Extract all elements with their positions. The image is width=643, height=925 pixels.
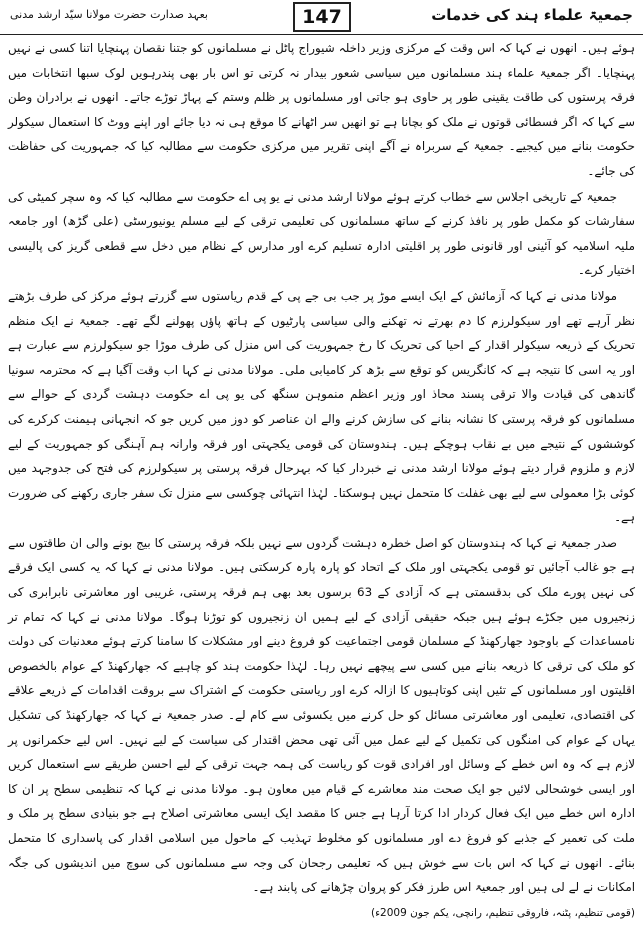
article-body xyxy=(8,36,636,919)
page-number: 147 xyxy=(293,2,351,32)
source-citation: (قومی تنظیم، پٹنہ، فاروقی تنظیم، رانچی، یکم جون 2009ء) xyxy=(371,906,635,919)
page-header xyxy=(0,0,643,35)
paragraph: صدر جمعیۃ نے کہا کہ ہندوستان کو اصل خطرہ دہشت گردوں سے نہیں بلکہ فرقہ پرستی کا بیج بونے والی ان طاقتوں سے ہے جو غالب آجائیں تو قومی یکجہتی اور ملک کے اتحاد کو پارہ پارہ کرسکتی ہیں۔ مولانا مدنی نے کہا کہ یہ کسی ایک فرقے کی نہیں پورے ملک کی بدقسمتی ہے کہ آزادی کے 63 برسوں بعد بھی ہم فرقہ پرستی، غریبی اور معاشرتی نابرابری کی زنجیروں میں جکڑے ہوئے ہیں جبکہ حقیقی آزادی کے لیے ہمیں ان زنجیروں کو توڑنا ہوگا۔ مولانا مدنی نے کہا کہ تمام تر نامساعدات کے باوجود جھارکھنڈ کے مسلمان قومی اجتماعیت کو فروغ دینے اور مشکلات کا سامنا کرتے ہوئے معدنیات کی دولت کو ملک کی ترقی کا ذریعہ بنانے میں کسی سے پیچھے نہیں رہا۔ لہٰذا حکومت ہند کو چاہیے کہ جھارکھنڈ کے عوام بالخصوص اقلیتوں اور مسلمانوں کے تئیں اپنی کوتاہیوں کا ازالہ کرے اور ریاستی حکومت کے اشتراک سے بروقت اقدامات کے ذریعے علاقے کی اقتصادی، تعلیمی اور معاشرتی مسائل کو حل کرنے میں یکسوئی سے کام لے۔ صدر جمعیۃ نے کہا کہ جھارکھنڈ کی تشکیل یہاں کے عوام کی امنگوں کی تکمیل کے لیے عمل میں آئی تھی محض اقتدار کی سیاست کے لیے نہیں۔ اس لیے حکمرانوں پر لازم ہے کہ وہ اس خطے کے وسائل اور افرادی قوت کو ریاست کی ہمہ جہت ترقی کے لیے احسن طریقے سے استعمال کریں اور ایسی خوشحالی لائیں جو ایک صحت مند معاشرے کے قیام میں معاون ہو۔ مولانا مدنی نے کہا کہ تنظیمی سطح پر ان کا ادارہ اس خطے میں ایک فعال کردار ادا کرتا آرہا ہے جس کا مقصد ایک ایسی معاشرتی اصلاح ہے جو بنیادی سطح پر ملک و ملت کی تعمیر کے جذبے کو فروغ دے اور مسلمانوں کو مخلوط تہذیب کے ماحول میں اسلامی اقدار کی پاسداری کا متحمل بنائے۔ انھوں نے کہا کہ اس بات سے خوش ہیں کہ تعلیمی رجحان کی وجہ سے مسلمانوں کی سوچ میں اندیشوں کی جگہ امکانات نے لے لی ہیں اور جمعیۃ اس طرز فکر کو پروان چڑھانے کی پابند ہے۔ xyxy=(8,535,636,895)
running-subtitle: بعہد صدارت حضرت مولانا سیّد ارشد مدنی xyxy=(10,8,208,21)
paragraph: مولانا مدنی نے کہا کہ آزمائش کے ایک ایسے موڑ پر جب بی جے پی کے قدم ریاستوں سے گزرتے ہوئے مرکز کی طرف بڑھتے نظر آرہے تھے اور سیکولرزم کا دم بھرتے نہ تھکنے والی سیاسی پارٹیوں کے ہاتھ پاؤں پھولنے لگے تھے۔ جمعیۃ نے ایک منظم تحریک کے ذریعہ سیکولر اقدار کے احیا کی تحریک کا رخ جمہوریت کی اس منزل کی طرف موڑا جو سیکولرزم سے عبارت ہے اور یہ اسی کا نتیجہ ہے کہ کانگریس کو توقع سے بڑھ کر کامیابی ملی۔ مولانا مدنی نے کہا اب وقت آگیا ہے کہ محترمہ سونیا گاندھی کی قیادت والا ترقی پسند محاذ اور وزیر اعظم منموہن سنگھ کی یو پی اے حکومت دہشت گردی کے حوالے سے مسلمانوں کو فرقہ پرستی کا نشانہ بنانے کی سازش کرنے والے ان عناصر کو دوز میں کریں جو کہ انجہانی ہیمنت کرکرے کی کوششوں کے نتیجے میں بے نقاب ہوچکے ہیں۔ ہندوستان کی قومی یکجہتی اور فرقہ وارانہ ہم آہنگی کو جمہوریت کے لیے لازم و ملزوم قرار دیتے ہوئے مولانا ارشد مدنی نے خبردار کیا کہ بہرحال فرقہ پرستی پر سیکولرزم کی فتح کی جدوجہد میں کوئی بڑا معمولی سے لیے بھی غفلت کا متحمل نہیں ہوسکتا۔ لہٰذا انتہائی چوکسی سے منزل تک سفر جاری رکھنے کی ضرورت ہے۔ xyxy=(8,288,635,525)
paragraph: ہوئے ہیں۔ انھوں نے کہا کہ اس وقت کے مرکزی وزیر داخلہ شیوراج پاٹل نے مسلمانوں کو جتنا نقصان پہنچایا اتنا کسی نے نہیں پہنچایا۔ اگر جمعیۃ علماء ہند مسلمانوں میں سیاسی شعور بیدار نہ کرتی تو اس بار بھی پندرہویں لوک سبھا انتخابات میں فرقہ پرستوں کی طاقت یقینی طور پر حاوی ہو جاتی اور مسلمانوں پر ظلم وستم کے پہاڑ توڑے جاتے۔ انھوں نے برادران وطن سے کہا کہ اگر فسطائی قوتوں نے ملک کو بچانا ہے تو انھیں سر اٹھانے کا موقع ہی نہ دیا جائے اور اپنے ووٹ کا استعمال سیکولر حکومت بنانے میں کیجیے۔ جمعیۃ کے سربراہ نے آگے اپنی تقریر میں مرکزی حکومت سے مطالبہ کیا کہ جمہوریت کی حفاظت کی جائے۔ xyxy=(8,41,635,178)
paragraph: جمعیۃ کے تاریخی اجلاس سے خطاب کرتے ہوئے مولانا ارشد مدنی نے یو پی اے حکومت سے مطالبہ کیا کہ وہ سچر کمیٹی کی سفارشات کو مکمل طور پر نافذ کرنے کے ساتھ مسلمانوں کی تعلیمی ترقی کے لیے مسلم یونیورسٹی (علی گڑھ) اور جامعہ ملیہ اسلامیہ کو آئینی اور قانونی طور پر اقلیتی ادارہ تسلیم کرے اور مدارس کے نظام میں دخل سے قطعی گریز کی پالیسی اختیار کرے۔ xyxy=(8,189,635,278)
running-title: جمعیۃ علماء ہند کی خدمات xyxy=(431,6,633,24)
